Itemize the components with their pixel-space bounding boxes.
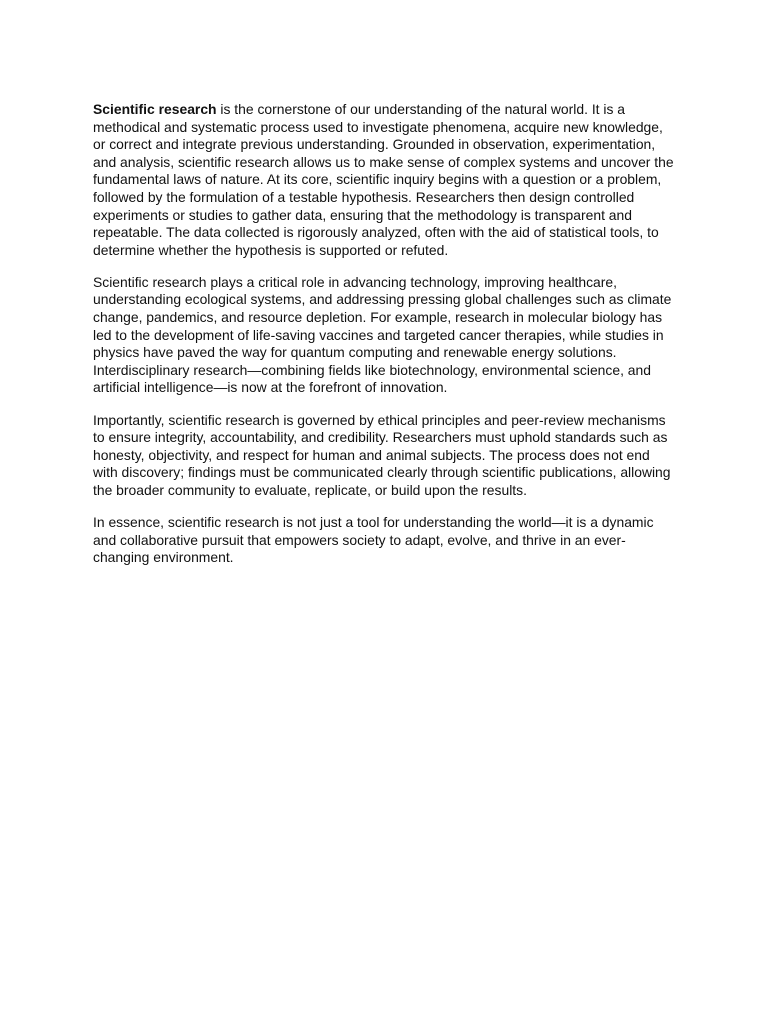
paragraph-ethics: Importantly, scientific research is governed by ethical principles and peer-review mechanisms to ensure integrity, accountability, and credibility. Researchers must uphold standards such as honesty, objectivity, and respect for human and animal subjects. The process does not end with discovery; findings must be communicated clearly through scientific publications, allowing the broader community to evaluate, replicate, or build upon the results. xyxy=(93,411,671,498)
paragraph-conclusion: In essence, scientific research is not just a tool for understanding the world—it is a dynamic and collaborative pursuit that empowers society to adapt, evolve, and thrive in an ever-changing environment. xyxy=(93,513,654,566)
document-body xyxy=(93,101,678,581)
paragraph-text: is the cornerstone of our understanding of the natural world. It is a methodical and systematic process used to investigate phenomena, acquire new knowledge, or correct and integrate previous understanding. Grounded in observation, experimentation, and analysis, scientific research allows us to make sense of complex systems and uncover the fundamental laws of nature. At its core, scientific inquiry begins with a question or a problem, followed by the formulation of a testable hypothesis. Researchers then design controlled experiments or studies to gather data, ensuring that the methodology is transparent and repeatable. The data collected is rigorously analyzed, often with the aid of statistical tools, to determine whether the hypothesis is supported or refuted. xyxy=(93,101,674,258)
paragraph-introduction xyxy=(93,101,678,259)
paragraph-lead-term: Scientific research xyxy=(93,101,217,117)
paragraph-role-of-research: Scientific research plays a critical role in advancing technology, improving healthcare, understanding ecological systems, and addressing pressing global challenges such as climate change, pandemics, and resource depletion. For example, research in molecular biology has led to the development of life-saving vaccines and targeted cancer therapies, while studies in physics have paved the way for quantum computing and renewable energy solutions. Interdisciplinary research—combining fields like biotechnology, environmental science, and artificial intelligence—is now at the forefront of innovation. xyxy=(93,273,672,396)
